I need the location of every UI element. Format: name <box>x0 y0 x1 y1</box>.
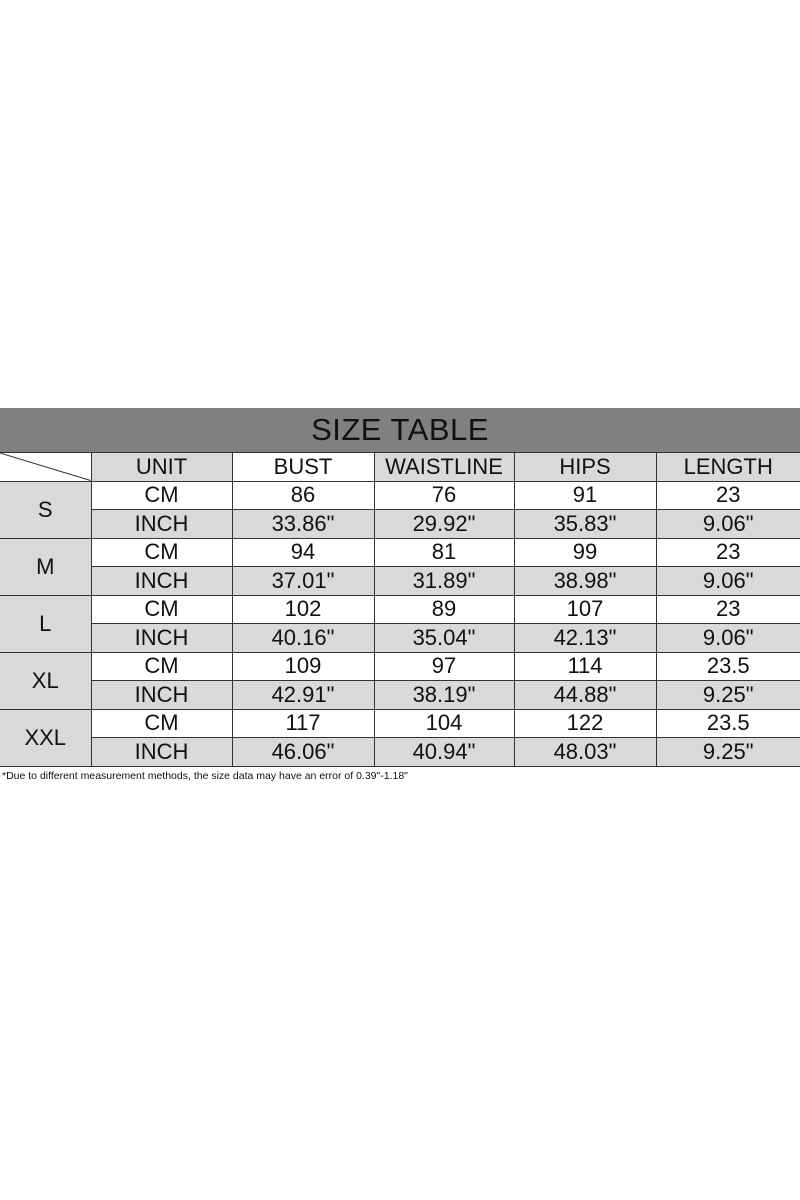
cell-unit: INCH <box>91 567 232 596</box>
cell-hips: 38.98" <box>514 567 656 596</box>
cell-length: 23 <box>656 538 800 567</box>
cell-unit: CM <box>91 481 232 510</box>
column-header-length: LENGTH <box>656 453 800 481</box>
corner-cell <box>0 453 91 481</box>
cell-length: 23.5 <box>656 652 800 681</box>
cell-length: 9.25" <box>656 738 800 767</box>
cell-waistline: 38.19" <box>374 681 514 710</box>
cell-length: 9.25" <box>656 681 800 710</box>
table-row <box>0 652 800 681</box>
cell-bust: 40.16" <box>232 624 374 653</box>
cell-bust: 46.06" <box>232 738 374 767</box>
footnote: *Due to different measurement methods, the size data may have an error of 0.39"-1.18" <box>2 769 408 782</box>
table-row <box>0 481 800 510</box>
cell-waistline: 76 <box>374 481 514 510</box>
cell-unit: CM <box>91 595 232 624</box>
cell-length: 23 <box>656 481 800 510</box>
table-row <box>0 738 800 767</box>
size-label: M <box>0 538 91 595</box>
cell-waistline: 35.04" <box>374 624 514 653</box>
table-row <box>0 538 800 567</box>
cell-hips: 99 <box>514 538 656 567</box>
diagonal-divider-icon <box>0 453 91 481</box>
cell-hips: 91 <box>514 481 656 510</box>
cell-unit: CM <box>91 652 232 681</box>
cell-length: 23 <box>656 595 800 624</box>
cell-bust: 42.91" <box>232 681 374 710</box>
cell-hips: 107 <box>514 595 656 624</box>
cell-hips: 35.83" <box>514 510 656 539</box>
column-header-bust: BUST <box>232 453 374 481</box>
cell-hips: 114 <box>514 652 656 681</box>
table-title: SIZE TABLE <box>0 408 800 453</box>
cell-bust: 33.86" <box>232 510 374 539</box>
cell-waistline: 89 <box>374 595 514 624</box>
size-label: XXL <box>0 709 91 766</box>
cell-hips: 48.03" <box>514 738 656 767</box>
column-header-waistline: WAISTLINE <box>374 453 514 481</box>
column-header-hips: HIPS <box>514 453 656 481</box>
cell-length: 23.5 <box>656 709 800 738</box>
cell-waistline: 31.89" <box>374 567 514 596</box>
cell-bust: 109 <box>232 652 374 681</box>
size-label: L <box>0 595 91 652</box>
cell-length: 9.06" <box>656 510 800 539</box>
header-row <box>0 453 800 481</box>
table-row <box>0 624 800 653</box>
cell-bust: 94 <box>232 538 374 567</box>
size-table <box>0 453 800 767</box>
cell-hips: 122 <box>514 709 656 738</box>
cell-bust: 37.01" <box>232 567 374 596</box>
cell-length: 9.06" <box>656 624 800 653</box>
cell-hips: 44.88" <box>514 681 656 710</box>
table-row <box>0 510 800 539</box>
table-row <box>0 681 800 710</box>
cell-waistline: 29.92" <box>374 510 514 539</box>
cell-bust: 86 <box>232 481 374 510</box>
cell-bust: 102 <box>232 595 374 624</box>
table-row <box>0 709 800 738</box>
cell-waistline: 40.94" <box>374 738 514 767</box>
cell-length: 9.06" <box>656 567 800 596</box>
column-header-unit: UNIT <box>91 453 232 481</box>
cell-bust: 117 <box>232 709 374 738</box>
cell-hips: 42.13" <box>514 624 656 653</box>
cell-unit: INCH <box>91 681 232 710</box>
cell-unit: CM <box>91 709 232 738</box>
cell-waistline: 81 <box>374 538 514 567</box>
cell-waistline: 104 <box>374 709 514 738</box>
cell-unit: INCH <box>91 510 232 539</box>
size-label: XL <box>0 652 91 709</box>
cell-unit: INCH <box>91 738 232 767</box>
cell-unit: CM <box>91 538 232 567</box>
table-row <box>0 567 800 596</box>
size-table-container <box>0 408 800 782</box>
cell-unit: INCH <box>91 624 232 653</box>
size-label: S <box>0 481 91 538</box>
table-row <box>0 595 800 624</box>
cell-waistline: 97 <box>374 652 514 681</box>
